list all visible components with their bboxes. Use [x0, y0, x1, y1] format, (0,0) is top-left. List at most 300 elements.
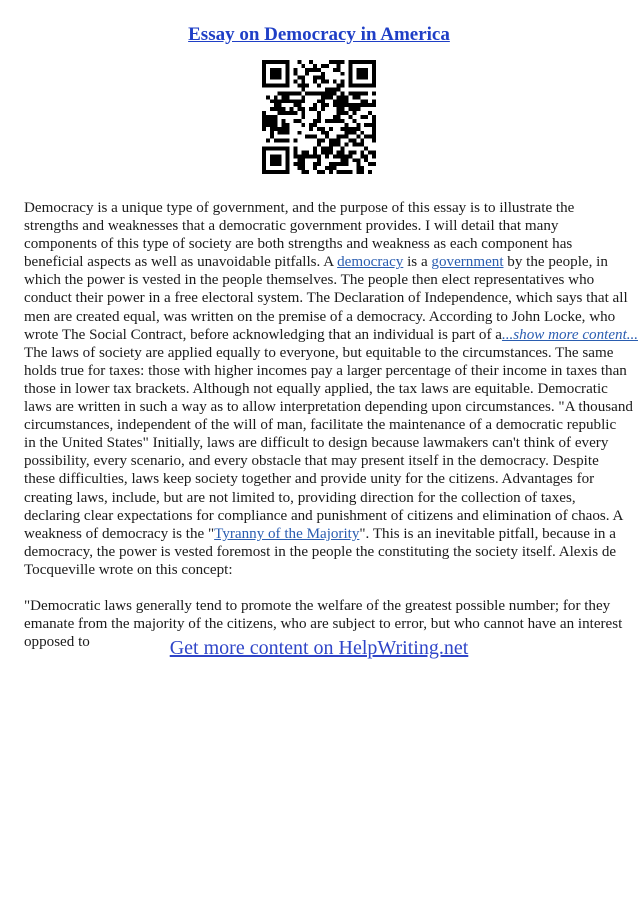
qr-module [270, 60, 274, 64]
qr-module [313, 107, 317, 111]
essay-line: strengths and weaknesses that a democratic government provides. I will detail that many [24, 218, 559, 235]
qr-module [262, 162, 266, 166]
qr-module [313, 68, 317, 72]
qr-module [286, 91, 290, 95]
qr-module [274, 127, 278, 131]
essay-body [24, 199, 638, 651]
qr-module [345, 158, 349, 162]
qr-module [368, 162, 372, 166]
qr-module [360, 84, 364, 88]
qr-module [278, 72, 282, 76]
qr-module [282, 146, 286, 150]
qr-module [305, 135, 309, 139]
qr-module [325, 119, 329, 123]
qr-module [372, 60, 376, 64]
qr-module [325, 103, 329, 107]
qr-module [305, 170, 309, 174]
qr-module [321, 170, 325, 174]
qr-module [372, 76, 376, 80]
qr-module [290, 99, 294, 103]
qr-module [329, 91, 333, 95]
qr-module [262, 111, 266, 115]
qr-module [372, 84, 376, 88]
essay-line [24, 525, 624, 543]
qr-module [274, 115, 278, 119]
qr-module [352, 107, 356, 111]
qr-module [301, 84, 305, 88]
qr-module [337, 60, 341, 64]
qr-module [262, 170, 266, 174]
qr-module [321, 64, 325, 68]
qr-module [360, 115, 364, 119]
qr-module [301, 158, 305, 162]
quote-line: emanate from the majority of the citizens, who are subject to error, but who cannot have an interest [24, 616, 623, 633]
qr-module [364, 135, 368, 139]
qr-module [360, 68, 364, 72]
government-link[interactable]: government [431, 254, 504, 271]
qr-module [341, 135, 345, 139]
qr-module [352, 127, 356, 131]
qr-module [341, 103, 345, 107]
qr-module [372, 99, 376, 103]
qr-module [297, 60, 301, 64]
qr-module [313, 146, 317, 150]
qr-module [360, 166, 364, 170]
qr-module [262, 146, 266, 150]
qr-module [321, 107, 325, 111]
qr-module [282, 60, 286, 64]
qr-module [341, 127, 345, 131]
qr-module [329, 143, 333, 147]
qr-module [274, 123, 278, 127]
qr-module [270, 76, 274, 80]
qr-module [341, 91, 345, 95]
qr-module [333, 91, 337, 95]
qr-module [274, 99, 278, 103]
qr-module [266, 115, 270, 119]
qr-module [297, 107, 301, 111]
qr-module [290, 91, 294, 95]
qr-module [360, 154, 364, 158]
qr-module [372, 123, 376, 127]
qr-module [360, 170, 364, 174]
qr-module [313, 123, 317, 127]
essay-line: these difficulties, laws keep society together and provide unity for the citizens. Advantages for [24, 471, 595, 488]
qr-module [274, 139, 278, 143]
qr-module [372, 91, 376, 95]
qr-module [352, 143, 356, 147]
essay-line: those in lower tax brackets. Although not equally applied, the tax laws are equitable. Democratic [24, 380, 608, 397]
qr-module [356, 135, 360, 139]
qr-module [301, 111, 305, 115]
qr-module [356, 170, 360, 174]
qr-module [325, 166, 329, 170]
qr-module [301, 80, 305, 84]
essay-line: components of this type of society are both strengths and weakness as each component has [24, 236, 573, 253]
qr-module [290, 107, 294, 111]
qr-module [364, 68, 368, 72]
qr-module [348, 84, 352, 88]
qr-module [282, 84, 286, 88]
qr-module [368, 150, 372, 154]
qr-module [278, 131, 282, 135]
qr-module [372, 154, 376, 158]
qr-module [321, 103, 325, 107]
qr-module [372, 127, 376, 131]
qr-module [356, 91, 360, 95]
qr-module [352, 139, 356, 143]
show-more-link[interactable]: ...show more content... [501, 326, 638, 343]
qr-module [270, 131, 274, 135]
qr-module [317, 91, 321, 95]
qr-module [297, 154, 301, 158]
qr-module [274, 76, 278, 80]
qr-module [286, 68, 290, 72]
qr-module [345, 135, 349, 139]
paragraph-gap [24, 579, 624, 597]
qr-module [305, 84, 309, 88]
qr-module [341, 99, 345, 103]
qr-module [348, 80, 352, 84]
qr-module [348, 68, 352, 72]
qr-module [325, 135, 329, 139]
qr-module [309, 60, 313, 64]
qr-module [293, 154, 297, 158]
qr-module [305, 154, 309, 158]
qr-module [321, 80, 325, 84]
qr-module [348, 115, 352, 119]
qr-module [301, 162, 305, 166]
qr-module [337, 107, 341, 111]
qr-module [341, 72, 345, 76]
qr-module [317, 143, 321, 147]
essay-line: creating laws, include, but are not limited to, providing direction for the collection of taxes, [24, 489, 576, 506]
qr-module [333, 80, 337, 84]
qr-module [305, 72, 309, 76]
qr-module [274, 68, 278, 72]
qr-module [286, 64, 290, 68]
qr-module [286, 154, 290, 158]
qr-module [278, 84, 282, 88]
qr-module [364, 72, 368, 76]
qr-module [372, 139, 376, 143]
qr-module [278, 60, 282, 64]
qr-module [282, 119, 286, 123]
qr-module [337, 84, 341, 88]
qr-module [301, 150, 305, 154]
qr-module [356, 68, 360, 72]
qr-module [360, 150, 364, 154]
qr-module [356, 95, 360, 99]
qr-module [337, 150, 341, 154]
qr-module [297, 103, 301, 107]
qr-module [352, 103, 356, 107]
qr-module [372, 150, 376, 154]
qr-module [360, 139, 364, 143]
qr-module [293, 99, 297, 103]
qr-module [301, 166, 305, 170]
essay-text: beneficial aspects as well as unavoidable pitfalls. A [24, 254, 338, 271]
qr-module [317, 111, 321, 115]
qr-module [297, 76, 301, 80]
qr-module [309, 68, 313, 72]
qr-module [364, 91, 368, 95]
qr-module [325, 146, 329, 150]
qr-module [278, 91, 282, 95]
democracy-link[interactable]: democracy [337, 254, 404, 271]
tyranny-of-majority-link[interactable]: Tyranny of the Majority [214, 525, 360, 542]
qr-module [321, 95, 325, 99]
qr-module [262, 123, 266, 127]
qr-module [341, 154, 345, 158]
qr-module [348, 91, 352, 95]
qr-module [270, 154, 274, 158]
qr-module [297, 84, 301, 88]
qr-module [333, 139, 337, 143]
qr-module [352, 84, 356, 88]
qr-module [348, 64, 352, 68]
qr-module [372, 119, 376, 123]
qr-module [364, 60, 368, 64]
qr-module [325, 131, 329, 135]
qr-module [345, 131, 349, 135]
qr-module [297, 166, 301, 170]
qr-module [333, 68, 337, 72]
qr-module [278, 139, 282, 143]
qr-module [341, 150, 345, 154]
qr-module [293, 139, 297, 143]
qr-module [293, 80, 297, 84]
qr-module [309, 91, 313, 95]
qr-module [274, 60, 278, 64]
qr-module [348, 131, 352, 135]
qr-module [270, 84, 274, 88]
qr-module [356, 84, 360, 88]
qr-module [305, 91, 309, 95]
qr-module [356, 72, 360, 76]
qr-module [286, 84, 290, 88]
qr-module [286, 76, 290, 80]
qr-module [270, 72, 274, 76]
qr-module [286, 158, 290, 162]
essay-line: Democracy is a unique type of government, and the purpose of this essay is to illustrate the [24, 200, 575, 216]
qr-module [317, 99, 321, 103]
qr-module [262, 68, 266, 72]
qr-module [333, 119, 337, 123]
qr-module [360, 72, 364, 76]
qr-module [305, 68, 309, 72]
qr-module [278, 170, 282, 174]
qr-module [278, 99, 282, 103]
qr-module [309, 107, 313, 111]
qr-module [329, 119, 333, 123]
qr-module [360, 91, 364, 95]
qr-module [262, 166, 266, 170]
qr-module [337, 64, 341, 68]
qr-module [333, 88, 337, 92]
get-more-content-link[interactable]: Get more content on HelpWriting.net [169, 637, 469, 659]
qr-module [356, 60, 360, 64]
qr-module [321, 139, 325, 143]
qr-module [321, 127, 325, 131]
qr-module [301, 76, 305, 80]
essay-line: men are created equal, was written on the premise of a democracy. According to John Locke, who [24, 308, 616, 325]
qr-module [364, 99, 368, 103]
qr-module [360, 99, 364, 103]
qr-module [341, 119, 345, 123]
qr-module [329, 166, 333, 170]
qr-module [262, 80, 266, 84]
qr-module [341, 158, 345, 162]
qr-module [297, 162, 301, 166]
qr-module [341, 162, 345, 166]
qr-module [356, 166, 360, 170]
qr-module [337, 170, 341, 174]
qr-module [313, 154, 317, 158]
qr-module [341, 80, 345, 84]
qr-module [293, 103, 297, 107]
qr-module [301, 107, 305, 111]
qr-module [262, 158, 266, 162]
title-link[interactable]: Essay on Democracy in America [188, 24, 450, 45]
qr-module [278, 127, 282, 131]
qr-module [345, 95, 349, 99]
qr-module [364, 158, 368, 162]
qr-module [301, 88, 305, 92]
qr-module [278, 158, 282, 162]
qr-module [337, 68, 341, 72]
qr-module [337, 154, 341, 158]
qr-module [372, 64, 376, 68]
page-title [0, 24, 638, 46]
qr-module [301, 99, 305, 103]
qr-module [345, 154, 349, 158]
qr-module [274, 146, 278, 150]
qr-module [274, 107, 278, 111]
qr-module [325, 154, 329, 158]
qr-module [301, 95, 305, 99]
qr-module [352, 150, 356, 154]
qr-module [317, 119, 321, 123]
qr-module [325, 91, 329, 95]
qr-module [345, 127, 349, 131]
essay-line: laws are written in such a way as to allow interpretation depending upon circumstances. "A thousand [24, 399, 633, 416]
qr-module [341, 95, 345, 99]
qr-module [356, 76, 360, 80]
qr-module [372, 68, 376, 72]
qr-module [368, 135, 372, 139]
qr-module [333, 143, 337, 147]
qr-module [266, 146, 270, 150]
qr-module [270, 170, 274, 174]
qr-module [317, 162, 321, 166]
qr-module [360, 103, 364, 107]
essay-line: democracy, the power is vested foremost in the people the constituting the society itself. Alexis de [24, 543, 617, 560]
qr-module [333, 154, 337, 158]
qr-module [282, 131, 286, 135]
qr-module [372, 115, 376, 119]
qr-module [297, 119, 301, 123]
qr-module [282, 91, 286, 95]
qr-module [282, 127, 286, 131]
qr-module [274, 158, 278, 162]
qr-module [364, 115, 368, 119]
qr-module [309, 154, 313, 158]
qr-module [372, 103, 376, 107]
qr-module [348, 139, 352, 143]
qr-module [372, 80, 376, 84]
qr-module [360, 60, 364, 64]
qr-module [286, 80, 290, 84]
qr-module [348, 107, 352, 111]
qr-module [341, 146, 345, 150]
qr-module [321, 76, 325, 80]
qr-module [274, 162, 278, 166]
qr-module [270, 115, 274, 119]
essay-line: conduct their power in a free electoral system. The Declaration of Independence, which says that all [24, 290, 628, 307]
qr-module [337, 162, 341, 166]
qr-module [293, 119, 297, 123]
essay-text: by the people, in [503, 254, 608, 271]
qr-module [266, 139, 270, 143]
qr-module [262, 76, 266, 80]
qr-module [341, 107, 345, 111]
qr-module [293, 91, 297, 95]
qr-module [337, 95, 341, 99]
qr-module [337, 139, 341, 143]
qr-module [372, 162, 376, 166]
qr-module [313, 64, 317, 68]
qr-module [286, 123, 290, 127]
qr-module [286, 99, 290, 103]
qr-module [286, 139, 290, 143]
qr-module [301, 115, 305, 119]
qr-module [368, 111, 372, 115]
qr-module [360, 76, 364, 80]
qr-module [337, 115, 341, 119]
qr-module [356, 162, 360, 166]
qr-module [345, 111, 349, 115]
qr-module [313, 135, 317, 139]
qr-module [329, 88, 333, 92]
qr-module [293, 111, 297, 115]
qr-module [270, 119, 274, 123]
qr-module [278, 162, 282, 166]
qr-module [356, 107, 360, 111]
essay-line [24, 326, 638, 344]
qr-module [274, 103, 278, 107]
qr-module [352, 158, 356, 162]
qr-module [325, 150, 329, 154]
qr-module [270, 146, 274, 150]
qr-module [345, 99, 349, 103]
qr-module [301, 123, 305, 127]
qr-module [278, 76, 282, 80]
qr-module [270, 68, 274, 72]
qr-module [352, 111, 356, 115]
qr-module [317, 76, 321, 80]
qr-module [333, 103, 337, 107]
qr-module [372, 72, 376, 76]
qr-module [372, 135, 376, 139]
qr-module [337, 135, 341, 139]
essay-text: weakness of democracy is the " [24, 525, 215, 542]
qr-module [368, 170, 372, 174]
qr-module [329, 146, 333, 150]
qr-module [368, 60, 372, 64]
qr-module [321, 131, 325, 135]
qr-module [262, 60, 266, 64]
